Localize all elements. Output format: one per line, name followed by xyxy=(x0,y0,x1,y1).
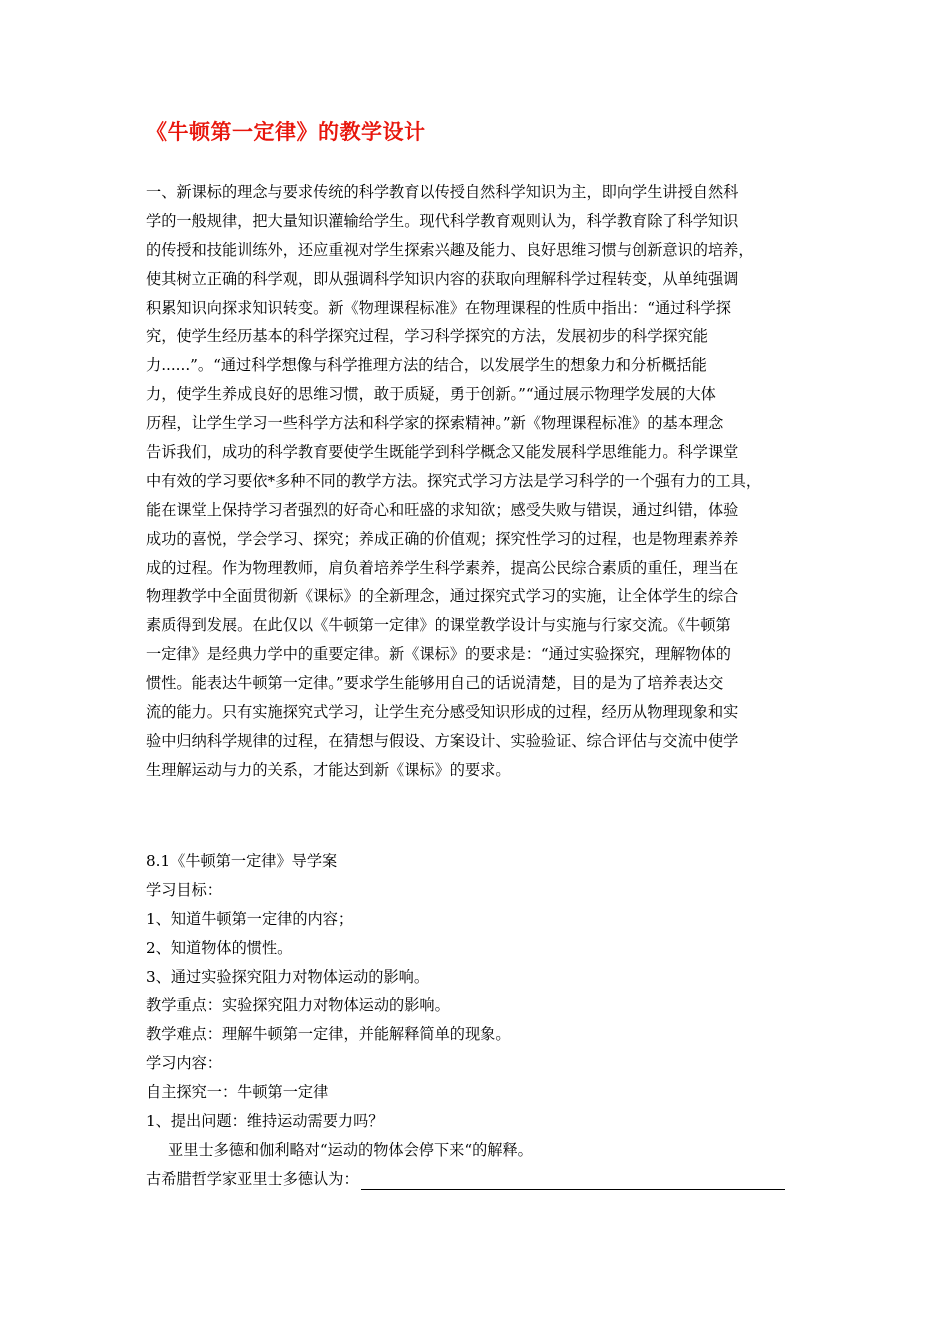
goal-item: 1、知道牛顿第一定律的内容； xyxy=(146,909,354,928)
paragraph-line: 能在课堂上保持学习者强烈的好奇心和旺盛的求知欲；感受失败与错误，通过纠错，体验 xyxy=(146,500,739,519)
difficulty-point: 教学难点：理解牛顿第一定律，并能解释简单的现象。 xyxy=(146,1025,511,1044)
section-heading: 8.1《牛顿第一定律》导学案 xyxy=(146,852,338,870)
paragraph-line: 学的一般规律，把大量知识灌输给学生。现代科学教育观则认为，科学教育除了科学知识 xyxy=(146,211,739,230)
paragraph-line: 中有效的学习要依*多种不同的教学方法。探究式学习方法是学习科学的一个强有力的工具， xyxy=(146,471,762,490)
paragraph-line: 验中归纳科学规律的过程，在猜想与假设、方案设计、实验验证、综合评估与交流中使学 xyxy=(146,731,739,750)
study-guide-section xyxy=(146,847,826,1194)
paragraph-line: 素质得到发展。在此仅以《牛顿第一定律》的课堂教学设计与实施与行家交流。《牛顿第 xyxy=(146,616,731,635)
paragraph-line: 一定律》是经典力学中的重要定律。新《课标》的要求是：“通过实验探究，理解物体的 xyxy=(146,645,731,664)
aristotle-line xyxy=(146,1165,826,1194)
content-label: 学习内容： xyxy=(146,1054,222,1073)
explanation-line: 亚里士多德和伽利略对“运动的物体会停下来“的解释。 xyxy=(168,1140,533,1159)
paragraph-line: 流的能力。只有实施探究式学习，让学生充分感受知识形成的过程，经历从物理现象和实 xyxy=(146,703,739,722)
paragraph-line: 物理教学中全面贯彻新《课标》的全新理念，通过探究式学习的实施，让全体学生的综合 xyxy=(146,587,739,606)
paragraph-line: 力，使学生养成良好的思维习惯，敢于质疑，勇于创新。”“通过展示物理学发展的大体 xyxy=(146,385,716,404)
paragraph-line: 积累知识向探求知识转变。新《物理课程标准》在物理课程的性质中指出：“通过科学探 xyxy=(146,298,731,317)
inquiry-title: 自主探究一：牛顿第一定律 xyxy=(146,1083,329,1102)
paragraph-line: 成功的喜悦，学会学习、探究；养成正确的价值观；探究性学习的过程，也是物理素养养 xyxy=(146,529,739,548)
paragraph-line: 历程，让学生学习一些科学方法和科学家的探索精神。”新《物理课程标准》的基本理念 xyxy=(146,414,724,433)
paragraph-line: 的传授和技能训练外，还应重视对学生探索兴趣及能力、良好思维习惯与创新意识的培养， xyxy=(146,240,754,259)
paragraph-line: 告诉我们，成功的科学教育要使学生既能学到科学概念又能发展科学思维能力。科学课堂 xyxy=(146,443,739,462)
paragraph-line: 使其树立正确的科学观，即从强调科学知识内容的获取向理解科学过程转变，从单纯强调 xyxy=(146,269,739,288)
key-point: 教学重点：实验探究阻力对物体运动的影响。 xyxy=(146,996,450,1015)
goal-item: 3、通过实验探究阻力对物体运动的影响。 xyxy=(146,967,430,986)
intro-paragraph xyxy=(146,178,826,785)
paragraph-line: 一、新课标的理念与要求传统的科学教育以传授自然科学知识为主，即向学生讲授自然科 xyxy=(146,183,739,201)
goal-item: 2、知道物体的惯性。 xyxy=(146,938,293,957)
paragraph-line: 究，使学生经历基本的科学探究过程，学习科学探究的方法，发展初步的科学探究能 xyxy=(146,327,708,346)
answer-blank-line[interactable] xyxy=(361,1188,785,1190)
paragraph-line: 生理解运动与力的关系，才能达到新《课标》的要求。 xyxy=(146,760,511,779)
aristotle-prompt: 古希腊哲学家亚里士多德认为： xyxy=(146,1169,359,1188)
goals-label: 学习目标： xyxy=(146,880,222,899)
paragraph-line: 成的过程。作为物理教师，肩负着培养学生科学素养，提高公民综合素质的重任，理当在 xyxy=(146,558,739,577)
paragraph-line: 力......”。“通过科学想像与科学推理方法的结合，以发展学生的想象力和分析概括能 xyxy=(146,356,707,375)
question-line: 1、提出问题：维持运动需要力吗？ xyxy=(146,1112,384,1131)
paragraph-line: 惯性。能表达牛顿第一定律。”要求学生能够用自己的话说清楚，目的是为了培养表达交 xyxy=(146,674,724,693)
document-title: 《牛顿第一定律》的教学设计 xyxy=(146,119,426,144)
